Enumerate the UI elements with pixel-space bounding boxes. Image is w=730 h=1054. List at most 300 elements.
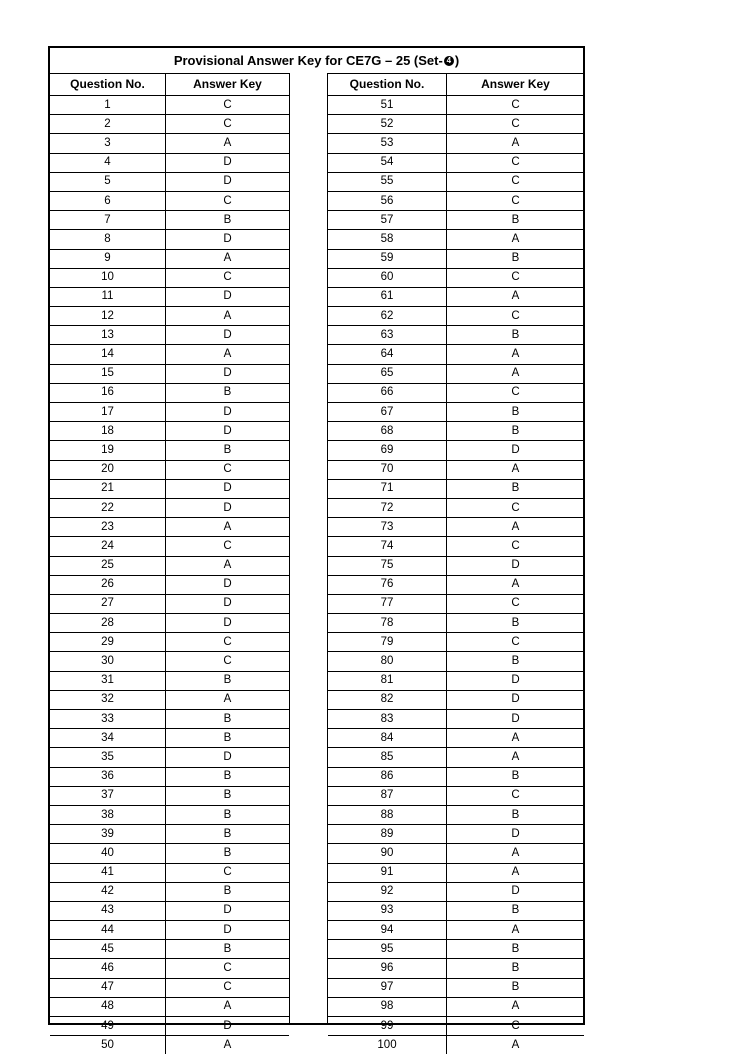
table-row (50, 441, 289, 460)
answer-cell: C (166, 978, 290, 997)
question-number-cell: 4 (50, 153, 166, 172)
table-row (328, 422, 584, 441)
question-number-cell: 46 (50, 959, 166, 978)
answer-cell: D (166, 403, 290, 422)
table-row (328, 287, 584, 306)
table-row (50, 825, 289, 844)
answer-cell: D (447, 556, 585, 575)
question-number-cell: 15 (50, 364, 166, 383)
question-number-cell: 31 (50, 671, 166, 690)
question-number-cell: 6 (50, 191, 166, 210)
answer-cell: C (166, 268, 290, 287)
table-row (328, 498, 584, 517)
question-number-cell: 58 (328, 230, 447, 249)
table-row (50, 594, 289, 613)
question-number-cell: 28 (50, 614, 166, 633)
question-number-cell: 59 (328, 249, 447, 268)
question-number-cell: 79 (328, 633, 447, 652)
answer-cell: D (166, 748, 290, 767)
table-row (50, 652, 289, 671)
question-number-cell: 8 (50, 230, 166, 249)
table-row (50, 268, 289, 287)
answer-cell: C (447, 786, 585, 805)
question-number-cell: 34 (50, 729, 166, 748)
question-number-cell: 62 (328, 307, 447, 326)
answer-cell: B (166, 940, 290, 959)
question-number-cell: 1 (50, 96, 166, 115)
answer-cell: C (447, 307, 585, 326)
table-row (328, 307, 584, 326)
question-number-cell: 99 (328, 1017, 447, 1036)
table-row (50, 614, 289, 633)
question-number-cell: 74 (328, 537, 447, 556)
table-row (328, 191, 584, 210)
question-no-header: Question No. (328, 73, 447, 96)
answer-cell: A (447, 863, 585, 882)
answer-cell: B (447, 249, 585, 268)
question-number-cell: 36 (50, 767, 166, 786)
table-row (328, 825, 584, 844)
answer-cell: A (447, 460, 585, 479)
question-number-cell: 64 (328, 345, 447, 364)
question-number-cell: 95 (328, 940, 447, 959)
table-row (50, 96, 289, 115)
table-row (50, 940, 289, 959)
question-number-cell: 2 (50, 115, 166, 134)
answer-cell: C (166, 959, 290, 978)
answer-cell: A (166, 345, 290, 364)
question-number-cell: 67 (328, 403, 447, 422)
table-row (328, 364, 584, 383)
answer-cell: A (447, 997, 585, 1016)
answer-key-header: Answer Key (166, 73, 290, 96)
table-header-row (328, 73, 584, 96)
table-row (50, 249, 289, 268)
table-row (50, 805, 289, 824)
answer-cell: C (447, 268, 585, 287)
table-row (50, 863, 289, 882)
question-number-cell: 73 (328, 518, 447, 537)
answer-cell: D (166, 575, 290, 594)
table-row (328, 940, 584, 959)
answer-cell: C (447, 1017, 585, 1036)
answer-cell: B (447, 211, 585, 230)
table-row (328, 479, 584, 498)
table-row (50, 191, 289, 210)
answer-cell: B (447, 901, 585, 920)
answer-key-header: Answer Key (447, 73, 585, 96)
answer-cell: D (166, 230, 290, 249)
question-number-cell: 33 (50, 710, 166, 729)
table-row (50, 230, 289, 249)
answer-cell: A (166, 307, 290, 326)
answer-cell: A (447, 230, 585, 249)
table-row (50, 729, 289, 748)
table-row (328, 383, 584, 402)
answer-cell: C (166, 115, 290, 134)
question-number-cell: 80 (328, 652, 447, 671)
question-number-cell: 51 (328, 96, 447, 115)
answer-cell: D (447, 671, 585, 690)
question-number-cell: 53 (328, 134, 447, 153)
table-row (50, 690, 289, 709)
answer-cell: A (166, 997, 290, 1016)
question-number-cell: 27 (50, 594, 166, 613)
table-row (328, 633, 584, 652)
question-number-cell: 66 (328, 383, 447, 402)
answer-cell: B (447, 479, 585, 498)
table-row (328, 863, 584, 882)
table-row (50, 479, 289, 498)
answer-cell: D (166, 364, 290, 383)
question-number-cell: 61 (328, 287, 447, 306)
answer-table-left-body (50, 96, 289, 1054)
table-row (50, 959, 289, 978)
table-row (328, 959, 584, 978)
table-row (50, 134, 289, 153)
question-number-cell: 39 (50, 825, 166, 844)
question-number-cell: 84 (328, 729, 447, 748)
question-number-cell: 75 (328, 556, 447, 575)
question-number-cell: 60 (328, 268, 447, 287)
table-row (328, 710, 584, 729)
page-title (50, 48, 583, 74)
answer-cell: D (166, 422, 290, 441)
answer-cell: D (166, 901, 290, 920)
table-row (50, 422, 289, 441)
question-number-cell: 96 (328, 959, 447, 978)
answer-cell: B (447, 978, 585, 997)
question-number-cell: 42 (50, 882, 166, 901)
question-number-cell: 50 (50, 1036, 166, 1054)
question-number-cell: 83 (328, 710, 447, 729)
table-row (328, 345, 584, 364)
answer-cell: B (166, 767, 290, 786)
answer-table-right (327, 73, 584, 1023)
answer-cell: B (447, 940, 585, 959)
answer-cell: A (447, 364, 585, 383)
answer-cell: A (447, 345, 585, 364)
question-number-cell: 54 (328, 153, 447, 172)
table-row (328, 729, 584, 748)
answer-cell: B (447, 652, 585, 671)
set-number-badge: 4 (444, 56, 454, 66)
table-row (328, 997, 584, 1016)
answer-cell: D (166, 498, 290, 517)
table-row (50, 498, 289, 517)
question-number-cell: 12 (50, 307, 166, 326)
table-row (50, 1036, 289, 1054)
question-number-cell: 77 (328, 594, 447, 613)
answer-cell: B (447, 326, 585, 345)
answer-cell: B (447, 422, 585, 441)
question-number-cell: 7 (50, 211, 166, 230)
table-row (328, 882, 584, 901)
answer-cell: C (447, 633, 585, 652)
table-row (328, 748, 584, 767)
question-number-cell: 5 (50, 172, 166, 191)
answer-cell: B (166, 805, 290, 824)
question-number-cell: 10 (50, 268, 166, 287)
question-number-cell: 94 (328, 921, 447, 940)
table-row (328, 460, 584, 479)
table-row (50, 383, 289, 402)
question-no-header: Question No. (50, 73, 166, 96)
question-number-cell: 81 (328, 671, 447, 690)
answer-cell: B (447, 767, 585, 786)
answer-cell: C (447, 153, 585, 172)
question-number-cell: 49 (50, 1017, 166, 1036)
question-number-cell: 3 (50, 134, 166, 153)
table-row (328, 978, 584, 997)
question-number-cell: 45 (50, 940, 166, 959)
question-number-cell: 71 (328, 479, 447, 498)
answer-cell: C (166, 652, 290, 671)
table-row (50, 172, 289, 191)
answer-cell: A (166, 518, 290, 537)
table-row (328, 326, 584, 345)
answer-cell: A (166, 556, 290, 575)
table-row (50, 978, 289, 997)
answer-cell: B (166, 710, 290, 729)
answer-cell: B (166, 211, 290, 230)
answer-cell: C (447, 594, 585, 613)
title-suffix: ) (455, 53, 459, 68)
table-row (50, 997, 289, 1016)
table-row (50, 767, 289, 786)
table-row (50, 403, 289, 422)
question-number-cell: 48 (50, 997, 166, 1016)
question-number-cell: 65 (328, 364, 447, 383)
answer-cell: C (166, 863, 290, 882)
question-number-cell: 98 (328, 997, 447, 1016)
question-number-cell: 97 (328, 978, 447, 997)
answer-cell: B (166, 786, 290, 805)
answer-cell: B (166, 441, 290, 460)
table-row (50, 901, 289, 920)
answer-cell: D (166, 1017, 290, 1036)
question-number-cell: 100 (328, 1036, 447, 1054)
question-number-cell: 86 (328, 767, 447, 786)
answer-cell: A (447, 844, 585, 863)
table-row (50, 786, 289, 805)
question-number-cell: 82 (328, 690, 447, 709)
answer-cell: D (447, 882, 585, 901)
table-row (50, 287, 289, 306)
answer-table-left (50, 73, 289, 1023)
answer-cell: C (166, 537, 290, 556)
answer-cell: A (166, 134, 290, 153)
answer-cell: C (447, 96, 585, 115)
answer-cell: D (166, 153, 290, 172)
question-number-cell: 72 (328, 498, 447, 517)
answer-cell: B (166, 383, 290, 402)
answer-cell: A (447, 1036, 585, 1054)
answer-cell: C (166, 96, 290, 115)
table-row (328, 96, 584, 115)
question-number-cell: 21 (50, 479, 166, 498)
question-number-cell: 70 (328, 460, 447, 479)
column-gap (289, 73, 328, 1023)
question-number-cell: 11 (50, 287, 166, 306)
question-number-cell: 32 (50, 690, 166, 709)
answer-cell: C (447, 115, 585, 134)
question-number-cell: 30 (50, 652, 166, 671)
question-number-cell: 25 (50, 556, 166, 575)
question-number-cell: 41 (50, 863, 166, 882)
table-row (328, 805, 584, 824)
table-row (50, 882, 289, 901)
answer-cell: C (166, 460, 290, 479)
answer-cell: D (166, 594, 290, 613)
answer-cell: D (166, 326, 290, 345)
question-number-cell: 13 (50, 326, 166, 345)
table-row (328, 115, 584, 134)
table-row (328, 268, 584, 287)
answer-cell: B (447, 614, 585, 633)
table-row (328, 556, 584, 575)
question-number-cell: 69 (328, 441, 447, 460)
answer-cell: B (166, 729, 290, 748)
table-row (328, 575, 584, 594)
table-row (50, 364, 289, 383)
table-row (328, 690, 584, 709)
table-row (328, 844, 584, 863)
question-number-cell: 24 (50, 537, 166, 556)
question-number-cell: 17 (50, 403, 166, 422)
answer-cell: C (166, 633, 290, 652)
table-row (328, 518, 584, 537)
answer-cell: B (447, 959, 585, 978)
table-row (50, 556, 289, 575)
question-number-cell: 37 (50, 786, 166, 805)
question-number-cell: 68 (328, 422, 447, 441)
table-row (328, 921, 584, 940)
answer-cell: C (447, 537, 585, 556)
answer-cell: D (166, 921, 290, 940)
answer-cell: D (166, 287, 290, 306)
table-row (328, 786, 584, 805)
table-row (50, 115, 289, 134)
table-row (50, 326, 289, 345)
question-number-cell: 14 (50, 345, 166, 364)
answer-cell: A (447, 518, 585, 537)
answer-cell: A (447, 921, 585, 940)
answer-cell: B (166, 844, 290, 863)
question-number-cell: 16 (50, 383, 166, 402)
question-number-cell: 40 (50, 844, 166, 863)
table-row (50, 537, 289, 556)
answer-cell: B (166, 882, 290, 901)
answer-cell: C (447, 191, 585, 210)
table-row (328, 134, 584, 153)
question-number-cell: 18 (50, 422, 166, 441)
table-row (328, 1036, 584, 1054)
table-row (50, 460, 289, 479)
table-row (328, 441, 584, 460)
answer-key-sheet (48, 46, 585, 1025)
question-number-cell: 23 (50, 518, 166, 537)
answer-cell: D (166, 172, 290, 191)
answer-cell: B (166, 825, 290, 844)
question-number-cell: 90 (328, 844, 447, 863)
question-number-cell: 87 (328, 786, 447, 805)
table-row (50, 211, 289, 230)
question-number-cell: 92 (328, 882, 447, 901)
answer-cell: D (447, 825, 585, 844)
answer-cell: C (447, 498, 585, 517)
table-row (50, 748, 289, 767)
answer-cell: D (166, 614, 290, 633)
question-number-cell: 9 (50, 249, 166, 268)
question-number-cell: 20 (50, 460, 166, 479)
table-row (50, 844, 289, 863)
question-number-cell: 35 (50, 748, 166, 767)
answer-cell: D (447, 710, 585, 729)
table-row (50, 575, 289, 594)
table-row (328, 901, 584, 920)
question-number-cell: 88 (328, 805, 447, 824)
table-row (328, 249, 584, 268)
table-row (50, 671, 289, 690)
table-row (328, 671, 584, 690)
answer-cell: D (447, 690, 585, 709)
question-number-cell: 43 (50, 901, 166, 920)
table-row (50, 1017, 289, 1036)
answer-cell: C (166, 191, 290, 210)
question-number-cell: 19 (50, 441, 166, 460)
answer-cell: A (447, 287, 585, 306)
answer-cell: A (166, 1036, 290, 1054)
question-number-cell: 29 (50, 633, 166, 652)
table-row (50, 633, 289, 652)
table-row (50, 518, 289, 537)
answer-cell: A (447, 729, 585, 748)
question-number-cell: 57 (328, 211, 447, 230)
question-number-cell: 89 (328, 825, 447, 844)
table-row (328, 652, 584, 671)
answer-cell: A (447, 134, 585, 153)
answer-cell: A (447, 748, 585, 767)
question-number-cell: 38 (50, 805, 166, 824)
question-number-cell: 76 (328, 575, 447, 594)
question-number-cell: 52 (328, 115, 447, 134)
table-row (328, 153, 584, 172)
question-number-cell: 85 (328, 748, 447, 767)
table-row (50, 307, 289, 326)
answer-cell: D (166, 479, 290, 498)
question-number-cell: 63 (328, 326, 447, 345)
question-number-cell: 44 (50, 921, 166, 940)
answer-cell: B (447, 805, 585, 824)
question-number-cell: 26 (50, 575, 166, 594)
answer-table-right-body (328, 96, 584, 1054)
table-row (328, 230, 584, 249)
table-row (328, 211, 584, 230)
table-row (328, 172, 584, 191)
table-row (328, 403, 584, 422)
question-number-cell: 22 (50, 498, 166, 517)
title-prefix: Provisional Answer Key for CE7G – 25 (Set- (174, 53, 443, 68)
question-number-cell: 78 (328, 614, 447, 633)
question-number-cell: 91 (328, 863, 447, 882)
table-header-row (50, 73, 289, 96)
answer-cell: B (166, 671, 290, 690)
table-row (328, 594, 584, 613)
answer-cell: D (447, 441, 585, 460)
answer-cell: A (166, 249, 290, 268)
table-row (50, 345, 289, 364)
